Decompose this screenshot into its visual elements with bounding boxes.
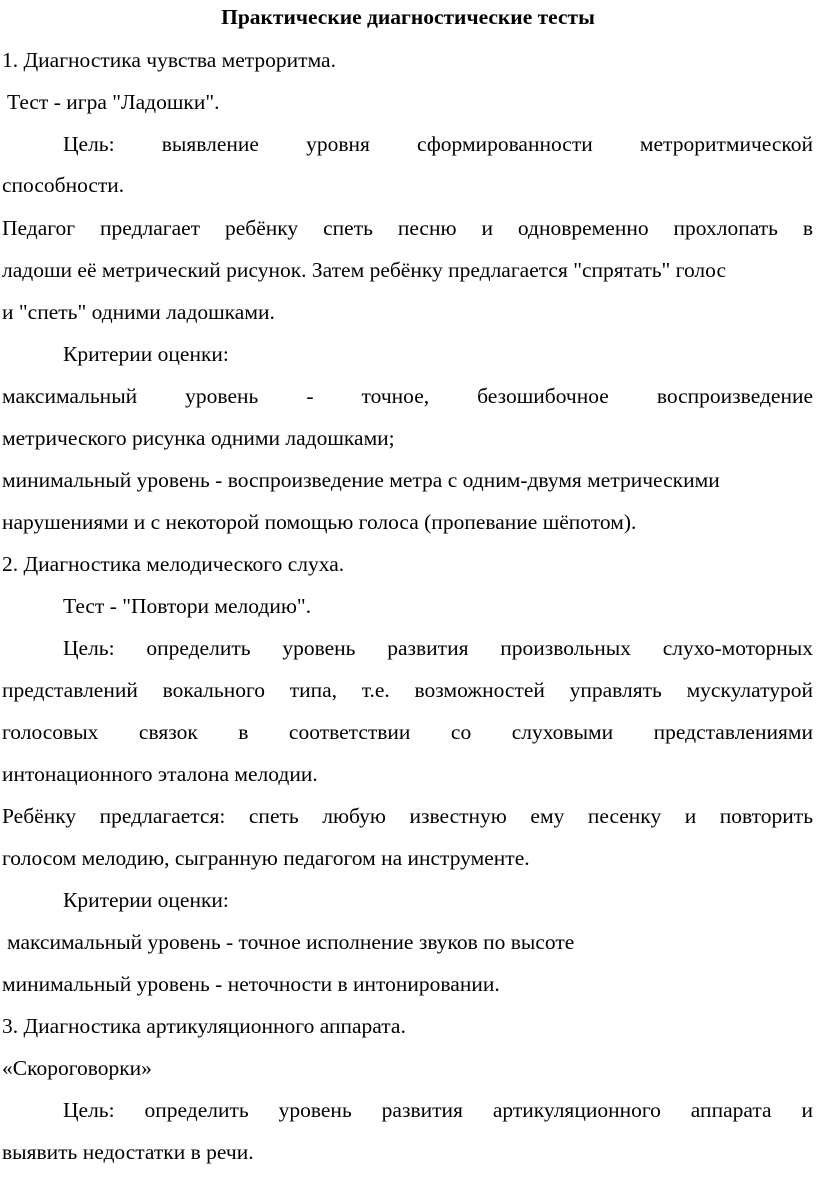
- section-3-heading: 3. Диагностика артикуляционного аппарата.: [2, 1014, 406, 1038]
- test-2-description-line-2: голосом мелодию, сыгранную педагогом на инструменте.: [2, 846, 530, 870]
- test-1-criteria-min-line-1: минимальный уровень - воспроизведение метра с одним-двумя метрическими: [2, 468, 720, 492]
- test-2-criteria-max: максимальный уровень - точное исполнение звуков по высоте: [7, 930, 575, 954]
- test-2-description-line-1: Ребёнку предлагается: спеть любую известную ему песенку и повторить: [2, 804, 813, 828]
- test-3-goal-line-2: выявить недостатки в речи.: [2, 1140, 254, 1164]
- test-2-goal-line-2: представлений вокального типа, т.е. возможностей управлять мускулатурой: [2, 678, 813, 702]
- test-2-criteria-heading: Критерии оценки:: [63, 888, 229, 912]
- test-2-criteria-min: минимальный уровень - неточности в интонировании.: [2, 972, 500, 996]
- test-2-goal-line-3: голосовых связок в соответствии со слуховыми представлениями: [2, 720, 813, 744]
- test-1-criteria-min-line-2: нарушениями и с некоторой помощью голоса (пропевание шёпотом).: [2, 510, 637, 534]
- test-2-name: Тест - "Повтори мелодию".: [63, 594, 312, 618]
- test-1-description-line-3: и "спеть" одними ладошками.: [2, 300, 275, 324]
- test-1-name: Тест - игра "Ладошки".: [7, 90, 220, 114]
- test-1-criteria-max-line-2: метрического рисунка одними ладошками;: [2, 426, 395, 450]
- document-title: Практические диагностические тесты: [221, 5, 595, 29]
- test-1-criteria-max-line-1: максимальный уровень - точное, безошибочное воспроизведение: [2, 384, 813, 408]
- section-1-heading: 1. Диагностика чувства метроритма.: [2, 48, 336, 72]
- test-1-goal-line-1: Цель: выявление уровня сформированности метроритмической: [63, 132, 813, 156]
- test-3-goal-line-1: Цель: определить уровень развития артикуляционного аппарата и: [63, 1098, 813, 1122]
- test-1-description-line-2: ладоши её метрический рисунок. Затем ребёнку предлагается "спрятать" голос: [2, 258, 726, 282]
- test-1-criteria-heading: Критерии оценки:: [63, 342, 229, 366]
- test-1-description-line-1: Педагог предлагает ребёнку спеть песню и одновременно прохлопать в: [2, 216, 813, 240]
- test-2-goal-line-1: Цель: определить уровень развития произвольных слухо-моторных: [63, 636, 813, 660]
- test-3-name: «Скороговорки»: [2, 1056, 152, 1080]
- test-2-goal-line-4: интонационного эталона мелодии.: [2, 762, 318, 786]
- section-2-heading: 2. Диагностика мелодического слуха.: [2, 552, 345, 576]
- test-1-goal-line-2: способности.: [2, 173, 125, 197]
